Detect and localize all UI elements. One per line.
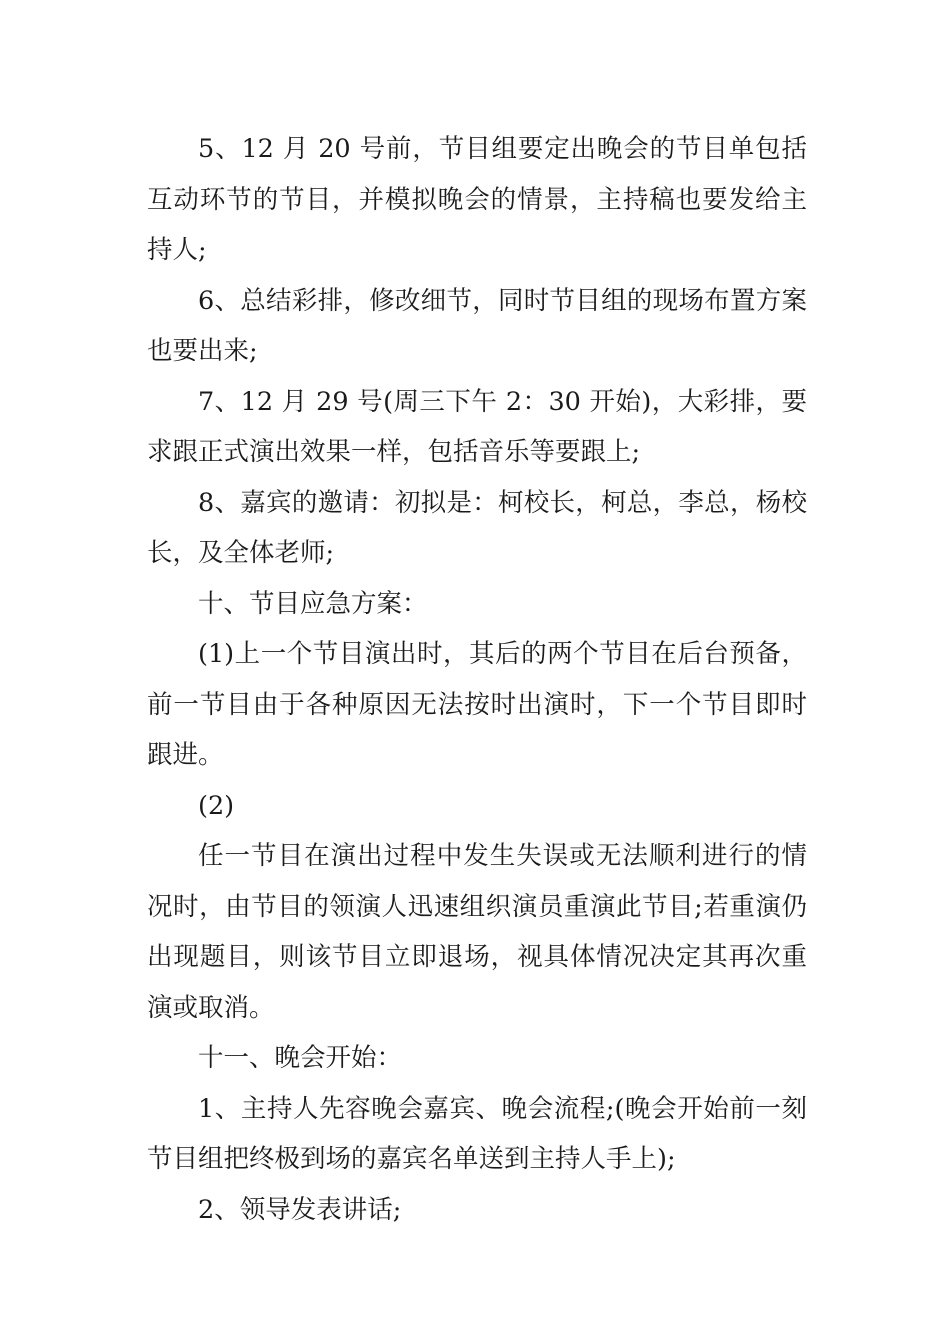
document-page: [147, 124, 807, 1235]
section-heading-emergency-plan: 十、节目应急方案：: [198, 588, 428, 619]
paragraph-leader-speech: 2、领导发表讲话;: [198, 1194, 402, 1225]
section-heading-party-start: 十一、晚会开始：: [198, 1043, 403, 1073]
paragraph-host-introduction: 1、主持人先容晚会嘉宾、晚会流程;(晚会开始前一刻节目组把终极到场的嘉宾名单送到主持人手上);: [147, 1093, 807, 1174]
paragraph-dress-rehearsal: 7、12 月 29 号(周三下午 2：30 开始)，大彩排，要求跟正式演出效果一样，包括音乐等要跟上;: [147, 386, 807, 467]
paragraph-emergency-item-2: 任一节目在演出过程中发生失误或无法顺利进行的情况时，由节目的领演人迅速组织演员重演此节目;若重演仍出现题目，则该节目立即退场，视具体情况决定其再次重演或取消。: [147, 841, 807, 1023]
paragraph-emergency-item-2-label: (2): [198, 790, 235, 821]
paragraph-rehearsal-summary: 6、总结彩排，修改细节，同时节目组的现场布置方案也要出来;: [147, 285, 807, 366]
paragraph-guest-invitation: 8、嘉宾的邀请：初拟是：柯校长，柯总，李总，杨校长，及全体老师;: [147, 487, 807, 568]
paragraph-rehearsal-program: 5、12 月 20 号前，节目组要定出晚会的节目单包括互动环节的节目，并模拟晚会的情景，主持稿也要发给主持人;: [147, 134, 807, 265]
paragraph-emergency-item-1: (1)上一个节目演出时，其后的两个节目在后台预备，前一节目由于各种原因无法按时出演时，下一个节目即时跟进。: [147, 639, 807, 770]
